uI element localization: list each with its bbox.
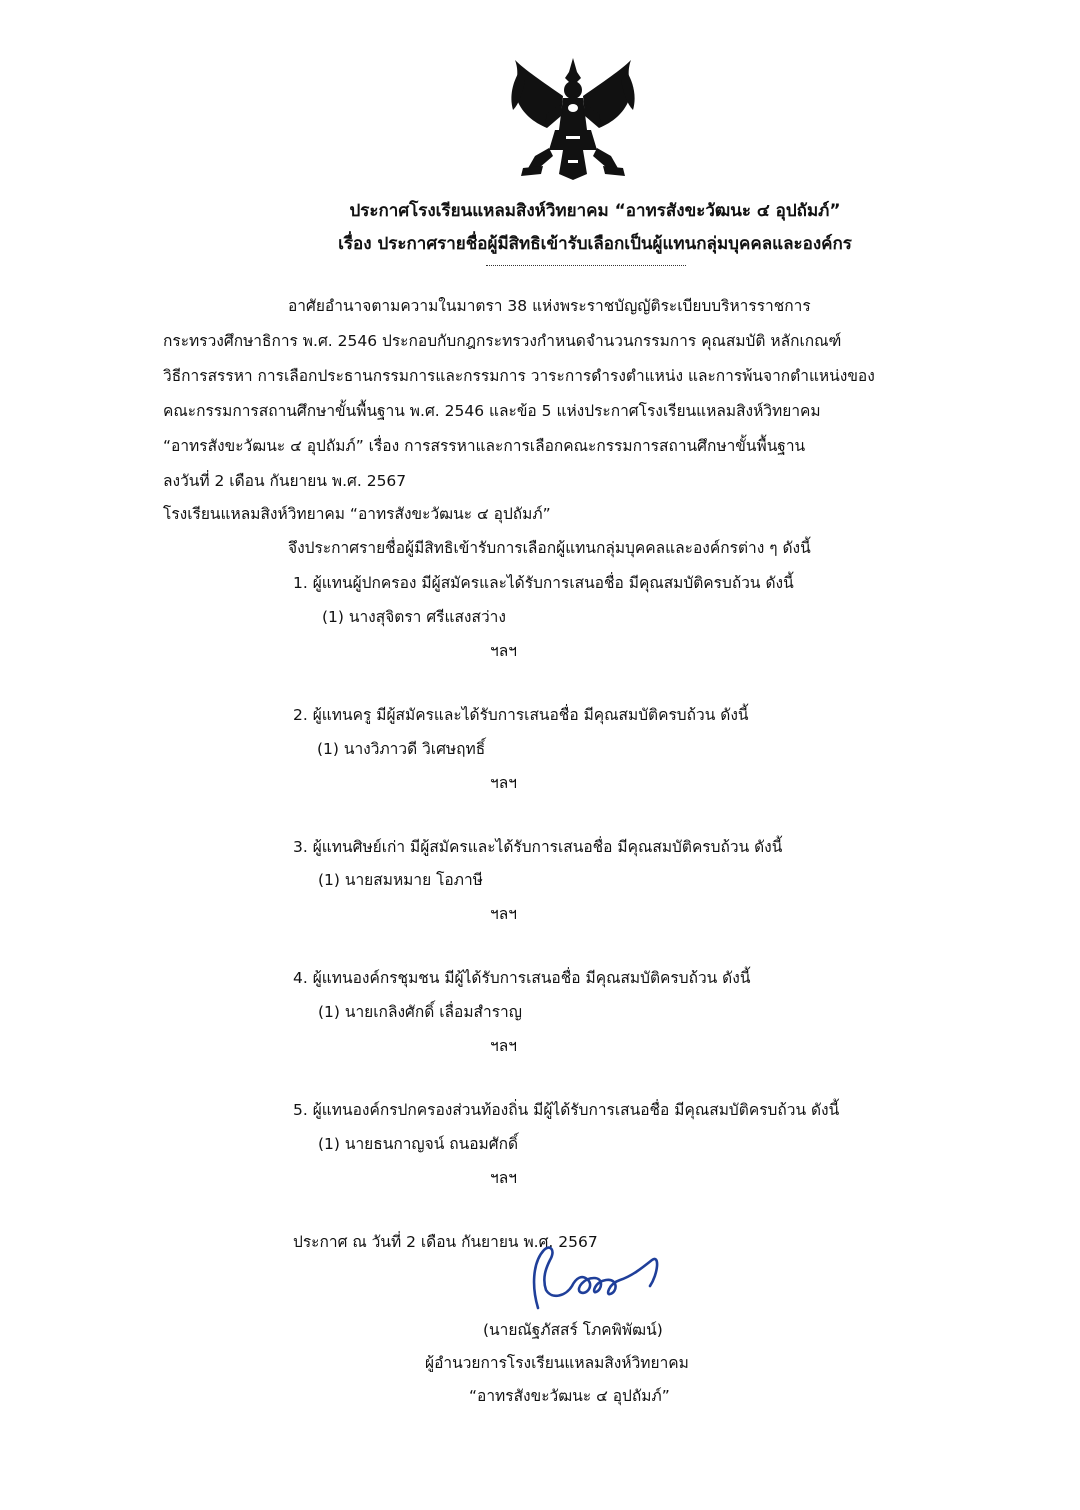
announcement-date: ประกาศ ณ วันที่ 2 เดือน กันยายน พ.ศ. 2567 [293,1233,598,1251]
paragraph-line: กระทรวงศึกษาธิการ พ.ศ. 2546 ประกอบกับกฎกระทรวงกำหนดจำนวนกรรมการ คุณสมบัติ หลักเกณฑ์ [163,332,842,350]
group-heading: 3. ผู้แทนศิษย์เก่า มีผู้สมัครและได้รับการเสนอชื่อ มีคุณสมบัติครบถ้วน ดังนี้ [293,838,783,856]
nominee-name: (1) นายธนกาญจน์ ถนอมศักดิ์ [318,1135,519,1153]
document-subject: เรื่อง ประกาศรายชื่อผู้มีสิทธิเข้ารับเลือกเป็นผู้แทนกลุ่มบุคคลและองค์กร [338,234,852,254]
nominee-name: (1) นายสมหมาย โอภาษี [318,871,483,889]
signer-position: ผู้อำนวยการโรงเรียนแหลมสิงห์วิทยาคม [425,1354,689,1372]
group-heading: 4. ผู้แทนองค์กรชุมชน มีผู้ได้รับการเสนอชื่อ มีคุณสมบัติครบถ้วน ดังนี้ [293,969,751,987]
handwritten-signature [510,1238,675,1318]
paragraph-line: “อาทรสังขะวัฒนะ ๔ อุปถัมภ์” เรื่อง การสรรหาและการเลือกคณะกรรมการสถานศึกษาขั้นพื้นฐาน [163,437,806,455]
document-title: ประกาศโรงเรียนแหลมสิงห์วิทยาคม “อาทรสังขะวัฒนะ ๔ อุปถัมภ์” [349,201,841,221]
dotted-divider [486,265,686,266]
signer-school: “อาทรสังขะวัฒนะ ๔ อุปถัมภ์” [469,1387,670,1405]
group-heading: 1. ผู้แทนผู้ปกครอง มีผู้สมัครและได้รับการเสนอชื่อ มีคุณสมบัติครบถ้วน ดังนี้ [293,574,794,592]
paragraph-line: คณะกรรมการสถานศึกษาขั้นพื้นฐาน พ.ศ. 2546 และข้อ 5 แห่งประกาศโรงเรียนแหลมสิงห์วิทยาคม [163,402,821,420]
group-heading: 2. ผู้แทนครู มีผู้สมัครและได้รับการเสนอชื่อ มีคุณสมบัติครบถ้วน ดังนี้ [293,706,749,724]
signer-name: (นายณัฐภัสสร์ โภคพิพัฒน์) [483,1321,663,1339]
paragraph-line: โรงเรียนแหลมสิงห์วิทยาคม “อาทรสังขะวัฒนะ ๔ อุปถัมภ์” [163,505,551,523]
etcetera-mark: ฯลฯ [490,1169,517,1187]
nominee-name: (1) นางสุจิตรา ศรีแสงสว่าง [322,608,506,626]
etcetera-mark: ฯลฯ [490,905,517,923]
nominee-name: (1) นายเกลิงศักดิ์ เลื่อมสำราญ [318,1003,522,1021]
garuda-emblem [503,52,643,182]
etcetera-mark: ฯลฯ [490,642,517,660]
paragraph-line: อาศัยอำนาจตามความในมาตรา 38 แห่งพระราชบัญญัติระเบียบบริหารราชการ [288,297,811,315]
paragraph-line: วิธีการสรรหา การเลือกประธานกรรมการและกรรมการ วาระการดำรงตำแหน่ง และการพ้นจากตำแหน่งของ [163,367,875,385]
etcetera-mark: ฯลฯ [490,1037,517,1055]
etcetera-mark: ฯลฯ [490,774,517,792]
group-heading: 5. ผู้แทนองค์กรปกครองส่วนท้องถิ่น มีผู้ได้รับการเสนอชื่อ มีคุณสมบัติครบถ้วน ดังนี้ [293,1101,840,1119]
nominee-name: (1) นางวิภาวดี วิเศษฤทธิ์ [317,740,486,758]
announce-line: จึงประกาศรายชื่อผู้มีสิทธิเข้ารับการเลือกผู้แทนกลุ่มบุคคลและองค์กรต่าง ๆ ดังนี้ [288,539,811,557]
paragraph-line: ลงวันที่ 2 เดือน กันยายน พ.ศ. 2567 [163,472,407,490]
